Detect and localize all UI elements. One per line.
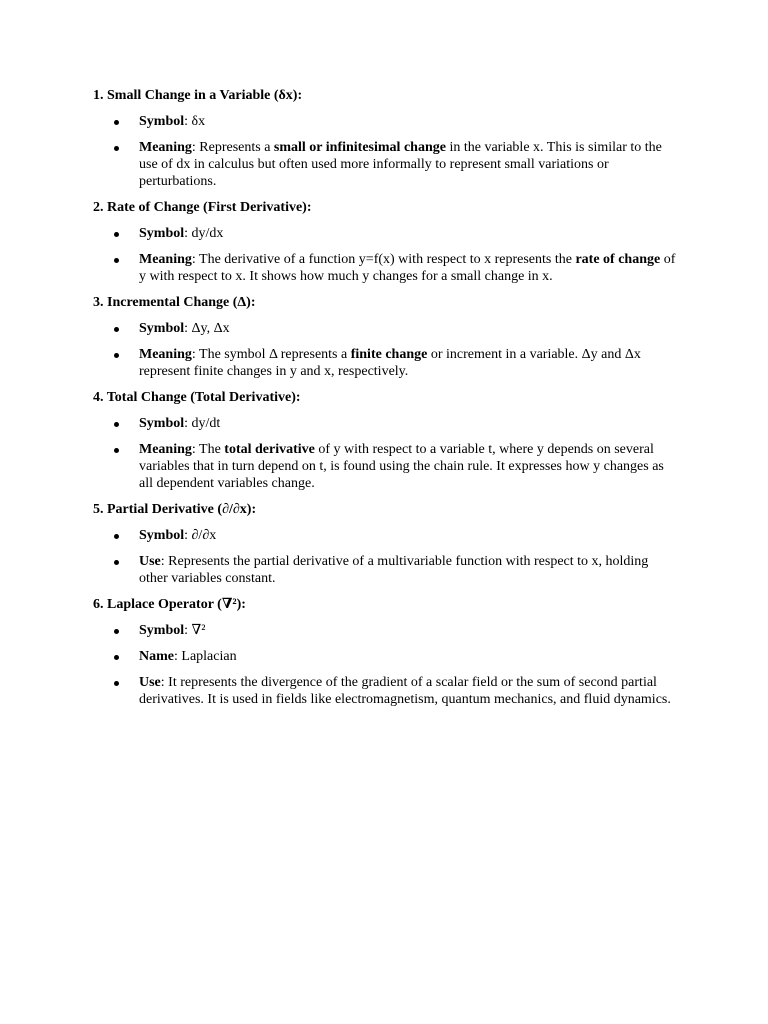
item-label: Name: [139, 649, 174, 664]
bullet-item: [93, 320, 678, 337]
section-heading: 4. Total Change (Total Derivative):: [93, 390, 301, 405]
item-emphasis: small or infinitesimal change: [273, 140, 446, 155]
document-body: [93, 87, 678, 717]
item-label: Symbol: [139, 416, 185, 431]
bullet-item: [93, 251, 678, 285]
item-text: : Represents a: [191, 140, 274, 155]
section-bullet-list: [93, 415, 678, 492]
item-label: Symbol: [139, 226, 185, 241]
bullet-item: [93, 225, 678, 242]
bullet-item: [93, 113, 678, 130]
bullet-dot-icon: [114, 422, 119, 427]
bullet-item: [93, 648, 678, 665]
section-bullet-list: [93, 320, 678, 380]
bullet-dot-icon: [114, 258, 119, 263]
section-heading: 3. Incremental Change (Δ):: [93, 295, 256, 310]
bullet-dot-icon: [114, 534, 119, 539]
item-text: or increment in a variable. Δy and Δx represent finite changes in y and x, respectively.: [139, 347, 641, 379]
item-label: Meaning: [139, 347, 192, 362]
item-emphasis: finite change: [350, 347, 428, 362]
bullet-dot-icon: [114, 146, 119, 151]
bullet-dot-icon: [114, 681, 119, 686]
bullet-dot-icon: [114, 655, 119, 660]
bullet-dot-icon: [114, 560, 119, 565]
item-label: Meaning: [139, 252, 192, 267]
item-label: Meaning: [139, 140, 192, 155]
bullet-dot-icon: [114, 448, 119, 453]
section-heading: 2. Rate of Change (First Derivative):: [93, 200, 312, 215]
item-text: : δx: [184, 114, 206, 129]
section-bullet-list: [93, 622, 678, 708]
bullet-item: [93, 139, 678, 190]
item-text: : Represents the partial derivative of a multivariable function with respect to x, holding other variables constant.: [139, 554, 649, 586]
section-heading: 5. Partial Derivative (∂/∂x):: [93, 502, 257, 517]
section-heading: 6. Laplace Operator (∇²):: [93, 597, 246, 612]
bullet-item: [93, 527, 678, 544]
item-emphasis: total derivative: [224, 442, 315, 457]
item-text: : It represents the divergence of the gradient of a scalar field or the sum of second partial derivatives. It is used in fields like electromagnetism, quantum mechanics, and fluid dynamics.: [139, 675, 671, 707]
bullet-dot-icon: [114, 327, 119, 332]
bullet-dot-icon: [114, 120, 119, 125]
bullet-dot-icon: [114, 353, 119, 358]
item-label: Symbol: [139, 528, 185, 543]
item-text: : ∇²: [184, 623, 206, 638]
item-label: Use: [139, 554, 161, 569]
item-text: : dy/dt: [184, 416, 221, 431]
item-label: Symbol: [139, 321, 185, 336]
section-heading: 1. Small Change in a Variable (δx):: [93, 88, 303, 103]
item-emphasis: rate of change: [575, 252, 661, 267]
item-text: : Δy, Δx: [184, 321, 230, 336]
item-text: : Laplacian: [174, 649, 237, 664]
bullet-item: [93, 346, 678, 380]
item-text: : The derivative of a function y=f(x) with respect to x represents the: [191, 252, 576, 267]
item-text: in the variable x. This is similar to the use of dx in calculus but often used more informally to represent small variations or perturbations.: [139, 140, 662, 189]
item-text: of y with respect to a variable t, where y depends on several variables that in turn depend on t, is found using the chain rule. It expresses how y changes as all dependent variables change.: [139, 442, 664, 491]
section-bullet-list: [93, 113, 678, 190]
bullet-item: [93, 622, 678, 639]
item-text: : The: [191, 442, 225, 457]
item-label: Meaning: [139, 442, 192, 457]
item-text: : The symbol Δ represents a: [191, 347, 351, 362]
item-label: Symbol: [139, 114, 185, 129]
bullet-item: [93, 674, 678, 708]
item-label: Symbol: [139, 623, 185, 638]
section-bullet-list: [93, 225, 678, 285]
item-label: Use: [139, 675, 161, 690]
bullet-dot-icon: [114, 629, 119, 634]
bullet-item: [93, 415, 678, 432]
bullet-dot-icon: [114, 232, 119, 237]
section-bullet-list: [93, 527, 678, 587]
bullet-item: [93, 441, 678, 492]
item-text: : ∂/∂x: [184, 528, 217, 543]
bullet-item: [93, 553, 678, 587]
item-text: : dy/dx: [184, 226, 224, 241]
item-text: of y with respect to x. It shows how much y changes for a small change in x.: [139, 252, 676, 284]
